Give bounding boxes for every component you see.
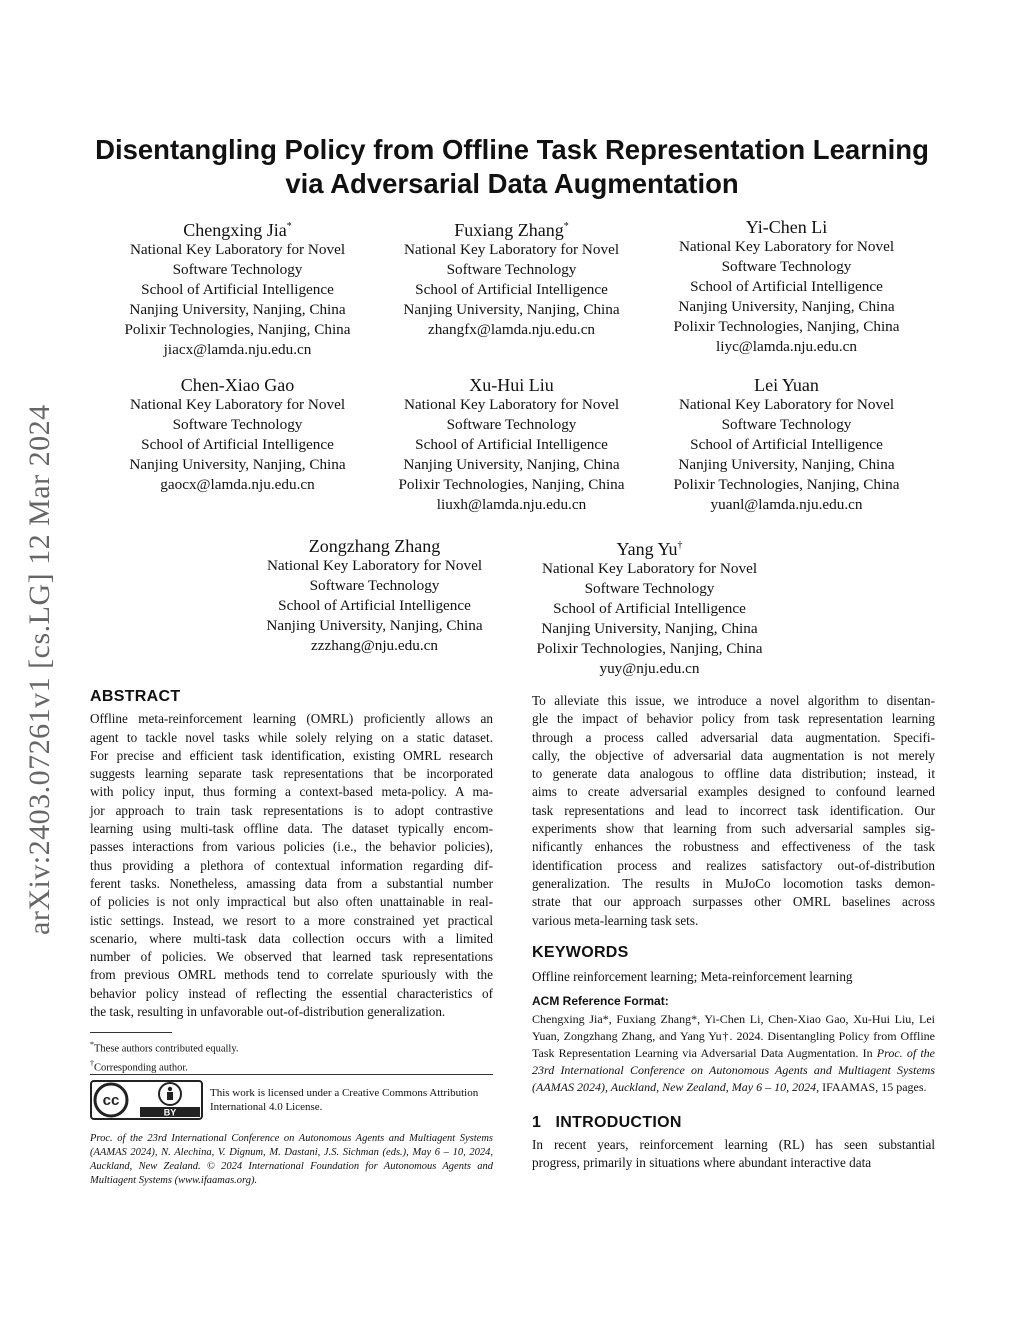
text-line: jor approach to train task representations is to adopt contrastive — [90, 802, 493, 818]
footnote-equal: *These authors contributed equally. — [90, 1040, 239, 1055]
text-line: experiments show that learning from such adversarial samples sig- — [532, 821, 935, 837]
author-affiliation: School of Artificial Intelligence — [141, 436, 334, 453]
author-affiliation: Software Technology — [172, 416, 303, 433]
author-name: Yi-Chen Li — [745, 217, 828, 237]
cc-by-logo — [90, 1080, 203, 1125]
abstract-heading: ABSTRACT — [90, 688, 181, 705]
text-line: aims to create adversarial examples designed to confound learned — [532, 784, 935, 800]
author-affiliation: National Key Laboratory for Novel — [129, 241, 346, 258]
intro-heading: 1 INTRODUCTION — [532, 1113, 682, 1131]
author-email: yuanl@lamda.nju.edu.cn — [710, 496, 863, 513]
text-line: thus providing a plethora of contextual information regarding dif- — [90, 857, 493, 873]
author-name: Lei Yuan — [754, 375, 819, 395]
author-affiliation: Nanjing University, Nanjing, China — [129, 301, 346, 318]
author-name: Zongzhang Zhang — [308, 536, 441, 556]
author-affiliation: National Key Laboratory for Novel — [403, 396, 620, 413]
text-line: In recent years, reinforcement learning (RL) has seen substantial — [532, 1137, 935, 1153]
keywords-heading: KEYWORDS — [532, 943, 629, 961]
acm-tail: IFAAMAS, 15 pages. — [822, 1079, 927, 1094]
text-line: of policies is not only impractical but also often unattainable in real- — [90, 894, 493, 910]
text-line: number of policies. We observed that learned task representations — [90, 949, 493, 965]
author-affiliation: Polixir Technologies, Nanjing, China — [398, 476, 625, 493]
author-affiliation: Nanjing University, Nanjing, China — [403, 456, 620, 473]
acm-text: Chengxing Jia*, Fuxiang Zhang*, Yi-Chen Li, Chen-Xiao Gao, Xu-Hui Liu, Lei Yuan, Zongzhang Zhang, and Yang Yu†. 2024. Disentangling Policy from Offline Task Representation Learning via Adversarial Data Augmentation. — [532, 1011, 935, 1060]
text-line: agent to tackle novel tasks while solely relying on a static dataset. — [90, 729, 493, 745]
author-name: Fuxiang Zhang* — [454, 220, 569, 240]
left-column — [90, 688, 493, 1021]
intro-paragraph — [532, 692, 935, 930]
author-0 — [100, 216, 375, 360]
author-1 — [374, 216, 649, 340]
author-affiliation: Software Technology — [172, 261, 303, 278]
author-affiliation: School of Artificial Intelligence — [415, 281, 608, 298]
author-email: liyc@lamda.nju.edu.cn — [716, 338, 857, 355]
author-name: Xu-Hui Liu — [469, 375, 554, 395]
arxiv-id: arXiv:2403.07261v1 [cs.LG] 12 Mar 2024 — [23, 404, 56, 935]
acm-venue: Proc. of the 23rd International Conference on Autonomous Agents and Multiagent Systems (AAMAS 2024), Auckland, New Zealand, May 6 – 10, 2024, — [532, 1045, 935, 1094]
author-6 — [237, 535, 512, 656]
title-line-1: Disentangling Policy from Offline Task Representation Learning — [95, 134, 929, 165]
text-line: cally, the objective of adversarial data augmentation is not merely — [532, 747, 935, 763]
author-affiliation: Polixir Technologies, Nanjing, China — [673, 476, 900, 493]
footnotes — [90, 1038, 493, 1075]
author-affiliation: School of Artificial Intelligence — [141, 281, 334, 298]
text-line: behavior policy instead of reflecting the essential characteristics of — [90, 985, 493, 1001]
author-affiliation: Nanjing University, Nanjing, China — [678, 456, 895, 473]
text-line: generalization. The results in MuJoCo locomotion tasks demon- — [532, 875, 935, 891]
text-line: progress, primarily in situations where abundant interactive data — [532, 1155, 872, 1171]
author-affiliation: Polixir Technologies, Nanjing, China — [536, 640, 763, 657]
paper-title — [60, 133, 964, 201]
author-affiliation: Nanjing University, Nanjing, China — [541, 620, 758, 637]
author-affiliation: School of Artificial Intelligence — [690, 278, 883, 295]
text-line: to generate data analogous to offline data distribution; instead, it — [532, 766, 935, 782]
acm-reference: Chengxing Jia*, Fuxiang Zhang*, Yi-Chen Li, Chen-Xiao Gao, Xu-Hui Liu, Lei Yuan, Zongzhang Zhang, and Yang Yu†. 2024. Disentangling Policy from Offline Task Representation Learning via Adversarial Data Augmentation. In Proc. of the 23rd International Conference on Autonomous Agents and Multiagent Systems (AAMAS 2024), Auckland, New Zealand, May 6 – 10, 2024, IFAAMAS, 15 pages. — [532, 1011, 935, 1094]
author-5 — [649, 374, 924, 515]
acm-heading: ACM Reference Format: — [532, 994, 669, 1009]
author-affiliation: National Key Laboratory for Novel — [541, 560, 758, 577]
cc-by-badge-icon — [90, 1080, 203, 1120]
text-line: task representations and lead to incorrect task identification. Our — [532, 802, 935, 818]
author-affiliation: Nanjing University, Nanjing, China — [129, 456, 346, 473]
keywords-text: Offline reinforcement learning; Meta-reinforcement learning — [532, 969, 853, 985]
author-affiliation: Software Technology — [446, 261, 577, 278]
author-affiliation: Software Technology — [721, 416, 852, 433]
text-line: For precise and efficient task identification, existing OMRL research — [90, 747, 493, 763]
author-affiliation: Nanjing University, Nanjing, China — [266, 617, 483, 634]
author-email: yuy@nju.edu.cn — [599, 660, 700, 677]
author-email: zzzhang@nju.edu.cn — [311, 637, 438, 654]
author-affiliation: National Key Laboratory for Novel — [678, 396, 895, 413]
text-line: strate that our approach surpasses other OMRL baselines across — [532, 894, 935, 910]
text-line: identification process and realizes satisfactory out-of-distribution — [532, 857, 935, 873]
author-3 — [100, 374, 375, 495]
author-affiliation: National Key Laboratory for Novel — [403, 241, 620, 258]
by-text: BY — [163, 1107, 177, 1118]
right-column — [532, 692, 935, 1173]
author-affiliation: Software Technology — [309, 577, 440, 594]
author-affiliation: National Key Laboratory for Novel — [129, 396, 346, 413]
author-name: Chengxing Jia* — [183, 220, 292, 240]
text-line: suggests learning separate task representations that be incorporated — [90, 766, 493, 782]
abstract-text — [90, 710, 493, 1021]
author-affiliation: School of Artificial Intelligence — [553, 600, 746, 617]
author-affiliation: School of Artificial Intelligence — [278, 597, 471, 614]
author-affiliation: School of Artificial Intelligence — [415, 436, 608, 453]
author-email: jiacx@lamda.nju.edu.cn — [163, 341, 312, 358]
author-affiliation: Nanjing University, Nanjing, China — [678, 298, 895, 315]
text-line: To alleviate this issue, we introduce a novel algorithm to disentan- — [532, 693, 935, 708]
author-name: Chen-Xiao Gao — [180, 375, 295, 395]
cc-text: cc — [102, 1092, 120, 1109]
author-name: Yang Yu† — [616, 539, 683, 559]
author-affiliation: Software Technology — [584, 580, 715, 597]
author-email: gaocx@lamda.nju.edu.cn — [160, 476, 315, 493]
author-affiliation: Nanjing University, Nanjing, China — [403, 301, 620, 318]
author-7 — [512, 535, 787, 679]
author-affiliation: Software Technology — [446, 416, 577, 433]
text-line: nificantly enhances the robustness and effectiveness of the task — [532, 839, 935, 855]
text-line: passes interactions from various policies (i.e., the behavior policies), — [90, 839, 493, 855]
text-line: Offline meta-reinforcement learning (OMRL) proficiently allows an — [90, 711, 493, 727]
author-affiliation: National Key Laboratory for Novel — [678, 238, 895, 255]
text-line: from previous OMRL methods tend to correlate spuriously with the — [90, 967, 493, 983]
title-line-2: via Adversarial Data Augmentation — [285, 168, 739, 199]
author-affiliation: Software Technology — [721, 258, 852, 275]
text-line: various meta-learning task sets. — [532, 912, 699, 928]
footnote-corresponding: †Corresponding author. — [90, 1058, 188, 1073]
author-2 — [649, 216, 924, 357]
text-line: the task, resulting in unfavorable out-of-distribution generalization. — [90, 1004, 446, 1020]
author-affiliation: School of Artificial Intelligence — [690, 436, 883, 453]
author-4 — [374, 374, 649, 515]
proceedings-note: Proc. of the 23rd International Conference on Autonomous Agents and Multiagent Systems (AAMAS 2024), N. Alechina, V. Dignum, M. Dastani, J.S. Sichman (eds.), May 6 – 10, 2024, Auckland, New Zealand. © 2024 International Foundation for Autonomous Agents and Multiagent Systems (www.ifaamas.org). — [90, 1133, 493, 1186]
text-line: istic settings. Instead, we resort to a more constrained yet practical — [90, 912, 493, 928]
author-email: liuxh@lamda.nju.edu.cn — [436, 496, 587, 513]
author-affiliation: National Key Laboratory for Novel — [266, 557, 483, 574]
text-line: learning using multi-task offline data. The dataset typically encom- — [90, 821, 493, 837]
text-line: through a process called adversarial data augmentation. Specifi- — [532, 729, 935, 745]
author-affiliation: Polixir Technologies, Nanjing, China — [673, 318, 900, 335]
text-line: ferent tasks. Nonetheless, amassing data from a substantial number — [90, 875, 493, 891]
author-affiliation: Polixir Technologies, Nanjing, China — [124, 321, 351, 338]
license-text: This work is licensed under a Creative Commons Attribution International 4.0 License. — [210, 1087, 479, 1113]
intro-text — [532, 1136, 935, 1173]
text-line: with policy input, thus forming a context-based meta-policy. A ma- — [90, 784, 493, 800]
author-email: zhangfx@lamda.nju.edu.cn — [427, 321, 596, 338]
text-line: gle the impact of behavior policy from task representation learning — [532, 711, 935, 727]
license-rule — [90, 1074, 493, 1075]
text-line: scenario, where multi-task data collection occurs with a limited — [90, 930, 493, 946]
footnote-rule — [90, 1032, 172, 1033]
